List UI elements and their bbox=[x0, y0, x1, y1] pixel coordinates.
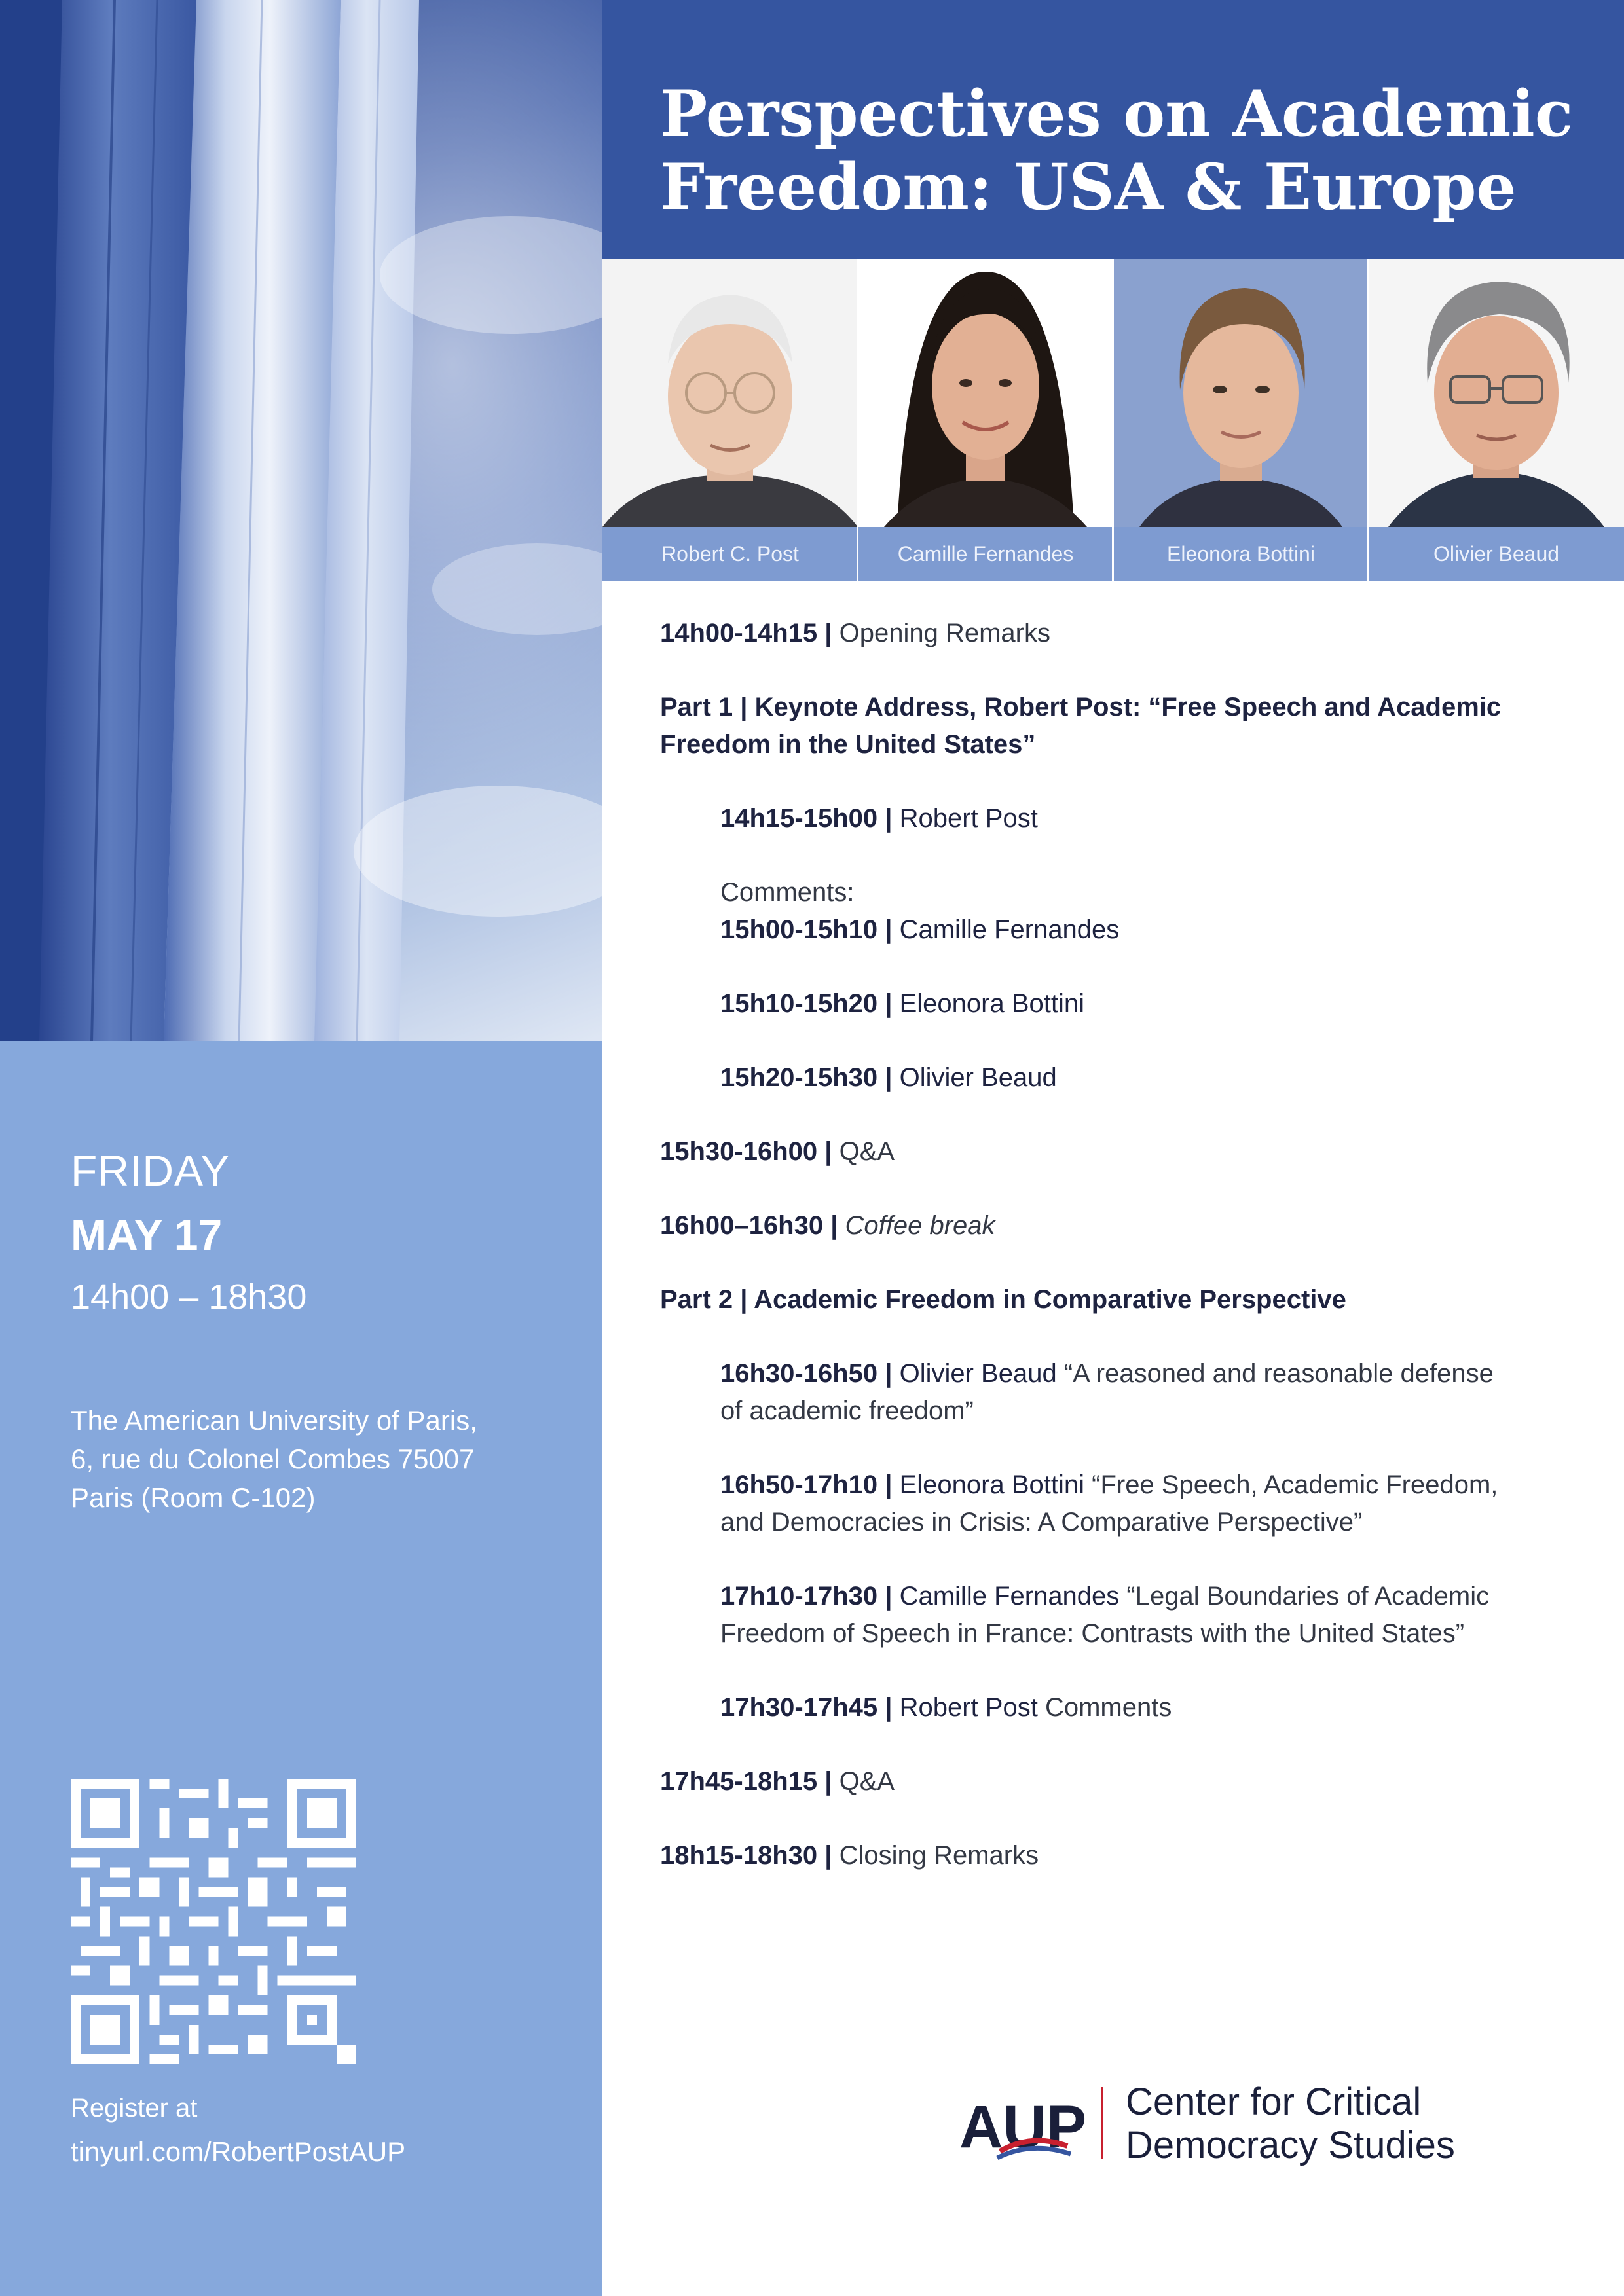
schedule-speaker: Camille Fernandes bbox=[899, 915, 1120, 944]
talk-title: “Legal Boundaries of Academic bbox=[1126, 1582, 1490, 1611]
venue-line: Paris (Room C-102) bbox=[71, 1482, 316, 1513]
schedule-item bbox=[720, 989, 1084, 1019]
schedule-time: 18h15-18h30 | bbox=[660, 1841, 832, 1870]
schedule-item bbox=[720, 804, 1038, 833]
register-label: Register at bbox=[71, 2094, 198, 2123]
speaker-portrait bbox=[1369, 259, 1624, 527]
part1-heading: Part 1 | Keynote Address, Robert Post: “Free Speech and Academic bbox=[660, 693, 1502, 721]
schedule-title: Opening Remarks bbox=[839, 619, 1050, 647]
columns-photo bbox=[0, 0, 602, 1041]
talk-title: Freedom of Speech in France: Contrasts with the United States” bbox=[720, 1619, 1465, 1648]
schedule-item bbox=[660, 1137, 895, 1167]
schedule-item bbox=[720, 1359, 1494, 1389]
schedule-item bbox=[660, 1211, 995, 1241]
schedule-time: 15h10-15h20 | bbox=[720, 989, 893, 1018]
venue-line: 6, rue du Colonel Combes 75007 bbox=[71, 1444, 475, 1474]
speaker-card bbox=[1113, 259, 1369, 581]
comments-label: Comments: bbox=[720, 878, 855, 907]
event-info-panel bbox=[0, 1041, 602, 2296]
schedule-speaker: Eleonora Bottini bbox=[899, 1470, 1084, 1499]
schedule-item bbox=[720, 915, 1119, 945]
speaker-name: Camille Fernandes bbox=[858, 527, 1113, 581]
event-venue bbox=[71, 1401, 477, 1517]
speaker-name: Eleonora Bottini bbox=[1113, 527, 1369, 581]
aup-logo-mark bbox=[959, 2081, 1103, 2166]
schedule-time: 17h10-17h30 | bbox=[720, 1582, 893, 1611]
building-columns-illustration bbox=[0, 0, 602, 1041]
speaker-card bbox=[602, 259, 858, 581]
schedule-item bbox=[720, 1063, 1057, 1093]
speaker-portrait bbox=[1113, 259, 1369, 527]
schedule-speaker: Eleonora Bottini bbox=[899, 989, 1084, 1018]
part2-heading: Part 2 | Academic Freedom in Comparative Perspective bbox=[660, 1285, 1346, 1314]
divider bbox=[857, 259, 858, 581]
divider bbox=[1367, 259, 1369, 581]
registration-qr-code[interactable] bbox=[71, 1777, 356, 2066]
speaker-card bbox=[858, 259, 1113, 581]
event-time: 14h00 – 18h30 bbox=[71, 1277, 307, 1317]
schedule-time: 17h45-18h15 | bbox=[660, 1767, 832, 1796]
schedule-item bbox=[720, 1470, 1498, 1500]
talk-title: of academic freedom” bbox=[720, 1396, 974, 1425]
schedule-title: Coffee break bbox=[845, 1211, 995, 1240]
speaker-photo-strip bbox=[602, 259, 1624, 581]
aup-ccds-logo bbox=[959, 2081, 1496, 2166]
talk-title: and Democracies in Crisis: A Comparative Perspective” bbox=[720, 1508, 1363, 1537]
schedule-time: 14h00-14h15 | bbox=[660, 619, 832, 647]
speaker-portrait bbox=[858, 259, 1113, 527]
talk-title: “A reasoned and reasonable defense bbox=[1063, 1359, 1494, 1388]
schedule-time: 16h30-16h50 | bbox=[720, 1359, 893, 1388]
schedule-time: 17h30-17h45 | bbox=[720, 1693, 893, 1722]
title-line: Perspectives on Academic bbox=[660, 77, 1574, 151]
schedule-time: 14h15-15h00 | bbox=[720, 804, 893, 833]
speaker-name: Robert C. Post bbox=[602, 527, 858, 581]
schedule-item bbox=[660, 1767, 895, 1796]
schedule-speaker: Robert Post bbox=[899, 1693, 1038, 1722]
schedule-speaker: Robert Post bbox=[899, 804, 1038, 833]
schedule-item bbox=[660, 619, 1050, 648]
schedule-speaker: Olivier Beaud bbox=[899, 1063, 1057, 1092]
event-date: MAY 17 bbox=[71, 1211, 223, 1259]
schedule-speaker: Camille Fernandes bbox=[899, 1582, 1120, 1611]
talk-title: Comments bbox=[1044, 1693, 1172, 1722]
speaker-name: Olivier Beaud bbox=[1369, 527, 1624, 581]
event-day: FRIDAY bbox=[71, 1146, 231, 1195]
schedule-time: 16h50-17h10 | bbox=[720, 1470, 893, 1499]
title-line: Freedom: USA & Europe bbox=[660, 150, 1517, 224]
schedule-time: 16h00–16h30 | bbox=[660, 1211, 838, 1240]
schedule-time: 15h00-15h10 | bbox=[720, 915, 893, 944]
part1-heading: Freedom in the United States” bbox=[660, 730, 1036, 759]
venue-line: The American University of Paris, bbox=[71, 1405, 477, 1436]
talk-title: “Free Speech, Academic Freedom, bbox=[1092, 1470, 1498, 1499]
schedule-item bbox=[660, 1841, 1039, 1870]
center-name-line: Democracy Studies bbox=[1126, 2124, 1455, 2166]
schedule-speaker: Olivier Beaud bbox=[899, 1359, 1057, 1388]
header-band bbox=[602, 0, 1624, 259]
center-name bbox=[1126, 2081, 1455, 2167]
aup-wordmark: AUP bbox=[959, 2094, 1087, 2160]
schedule-item bbox=[720, 1693, 1172, 1722]
schedule-title: Closing Remarks bbox=[839, 1841, 1039, 1870]
schedule-title: Q&A bbox=[839, 1767, 895, 1796]
schedule-item bbox=[720, 1582, 1489, 1611]
divider bbox=[1112, 259, 1114, 581]
schedule-title: Q&A bbox=[839, 1137, 895, 1166]
page-title bbox=[660, 77, 1573, 224]
schedule-time: 15h30-16h00 | bbox=[660, 1137, 832, 1166]
center-name-line: Center for Critical bbox=[1126, 2081, 1422, 2123]
speaker-portrait bbox=[602, 259, 858, 527]
speaker-card bbox=[1369, 259, 1624, 581]
register-link[interactable]: tinyurl.com/RobertPostAUP bbox=[71, 2136, 406, 2167]
left-column bbox=[0, 0, 602, 2296]
schedule-time: 15h20-15h30 | bbox=[720, 1063, 893, 1092]
